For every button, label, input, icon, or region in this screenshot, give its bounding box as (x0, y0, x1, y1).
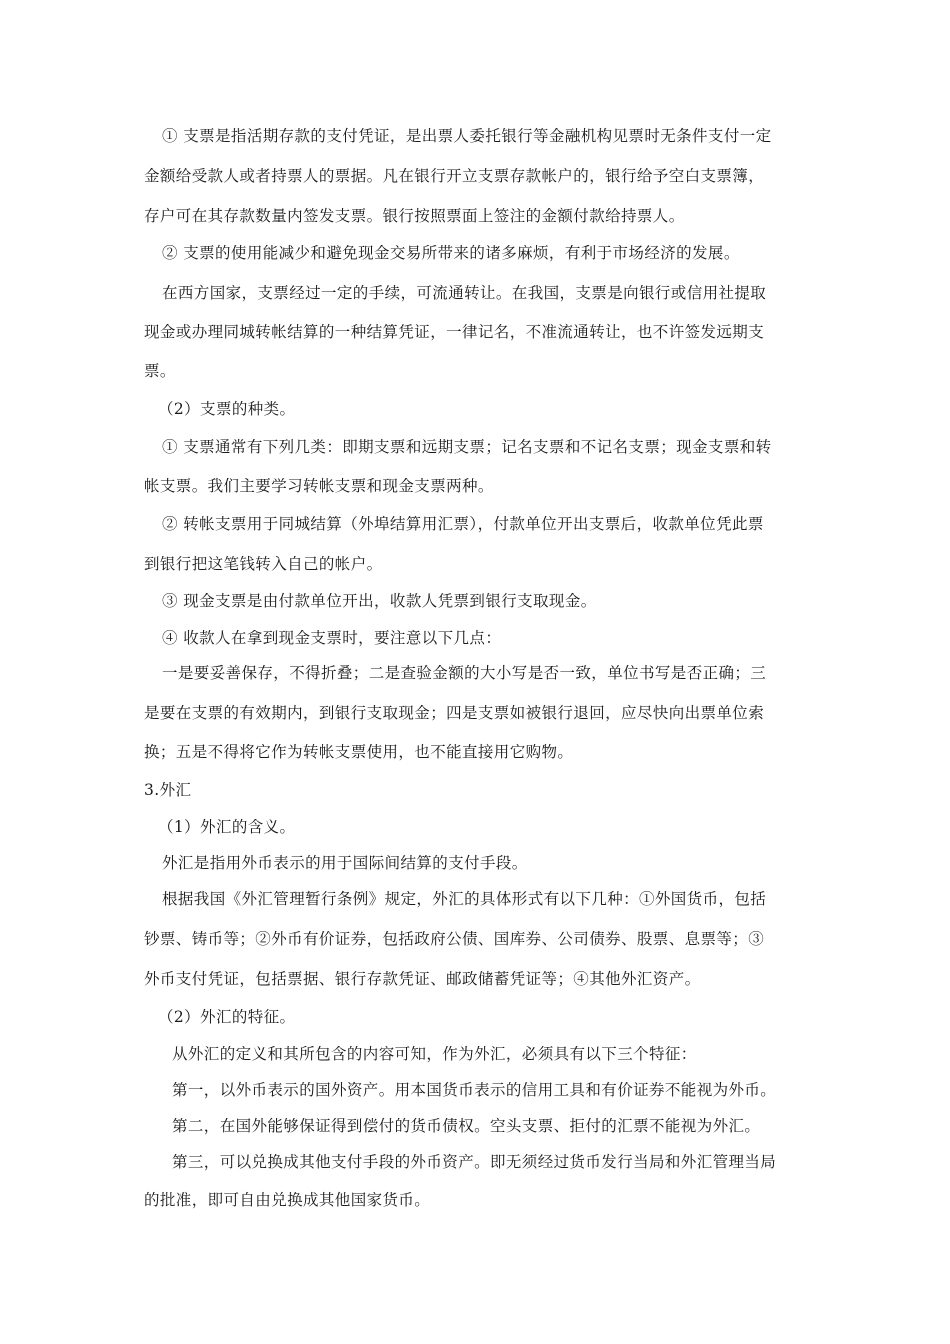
text-line: 外币支付凭证，包括票据、银行存款凭证、邮政储蓄凭证等；④其他外汇资产。 (144, 970, 701, 988)
text-line: 在西方国家，支票经过一定的手续，可流通转让。在我国，支票是向银行或信用社提取 (162, 284, 767, 302)
text-line: 第二，在国外能够保证得到偿付的货币债权。空头支票、拒付的汇票不能视为外汇。 (172, 1117, 761, 1135)
text-line: 换；五是不得将它作为转帐支票使用，也不能直接用它购物。 (144, 743, 574, 761)
text-line: 外汇是指用外币表示的用于国际间结算的支付手段。 (162, 854, 528, 872)
section-heading: 3.外汇 (144, 781, 192, 799)
text-line: 是要在支票的有效期内，到银行支取现金；四是支票如被银行退回，应尽快向出票单位索 (144, 704, 765, 722)
text-line: ② 转帐支票用于同城结算（外埠结算用汇票），付款单位开出支票后，收款单位凭此票 (162, 515, 764, 533)
text-line: 的批准，即可自由兑换成其他国家货币。 (144, 1191, 431, 1209)
text-line: 票。 (144, 362, 176, 380)
text-line: ④ 收款人在拿到现金支票时，要注意以下几点： (162, 629, 502, 647)
section-heading: （2）外汇的特征。 (158, 1008, 296, 1026)
section-heading: （2）支票的种类。 (158, 400, 296, 418)
text-line: 金额给受款人或者持票人的票据。凡在银行开立支票存款帐户的，银行给予空白支票簿， (144, 167, 765, 185)
text-line: 钞票、铸币等；②外币有价证券，包括政府公债、国库券、公司债券、股票、息票等；③ (144, 930, 765, 948)
text-line: 现金或办理同城转帐结算的一种结算凭证，一律记名，不准流通转让，也不许签发远期支 (144, 323, 765, 341)
text-line: 存户可在其存款数量内签发支票。银行按照票面上签注的金额付款给持票人。 (144, 207, 685, 225)
text-line: ③ 现金支票是由付款单位开出，收款人凭票到银行支取现金。 (162, 592, 597, 610)
text-line: 第三，可以兑换成其他支付手段的外币资产。即无须经过货币发行当局和外汇管理当局 (172, 1153, 777, 1171)
text-line: 第一，以外币表示的国外资产。用本国货币表示的信用工具和有价证券不能视为外币。 (172, 1081, 777, 1099)
text-line: ① 支票通常有下列几类：即期支票和远期支票；记名支票和不记名支票；现金支票和转 (162, 438, 772, 456)
text-line: 根据我国《外汇管理暂行条例》规定，外汇的具体形式有以下几种：①外国货币，包括 (162, 890, 767, 908)
text-line: 帐支票。我们主要学习转帐支票和现金支票两种。 (144, 477, 494, 495)
text-line: ① 支票是指活期存款的支付凭证，是出票人委托银行等金融机构见票时无条件支付一定 (162, 127, 772, 145)
text-line: 到银行把这笔钱转入自己的帐户。 (144, 555, 383, 573)
section-heading: （1）外汇的含义。 (158, 818, 296, 836)
text-line: ② 支票的使用能减少和避免现金交易所带来的诸多麻烦，有利于市场经济的发展。 (162, 244, 740, 262)
text-line: 一是要妥善保存，不得折叠；二是查验金额的大小写是否一致，单位书写是否正确；三 (162, 664, 767, 682)
text-line: 从外汇的定义和其所包含的内容可知，作为外汇，必须具有以下三个特征： (172, 1045, 697, 1063)
